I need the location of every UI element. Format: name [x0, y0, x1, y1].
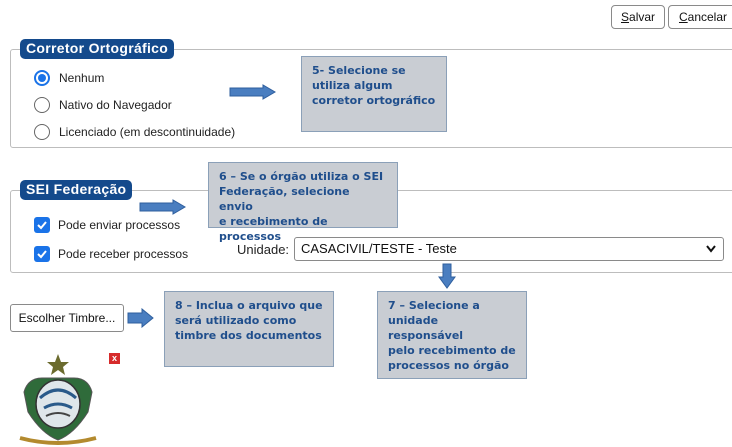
- note-line: unidade responsável: [388, 314, 464, 342]
- radio-option-browser[interactable]: [34, 95, 172, 115]
- note-line: 8 – Inclua o arquivo que: [175, 299, 323, 312]
- radio-label-licensed: Licenciado (em descontinuidade): [59, 125, 236, 139]
- checkbox-label-send: Pode enviar processos: [58, 218, 181, 232]
- note-line: será utilizado como: [175, 314, 297, 327]
- check-icon: [36, 248, 48, 260]
- checkbox-send-processes[interactable]: [34, 215, 180, 235]
- save-button[interactable]: Salvar: [611, 5, 665, 29]
- radio-label-none: Nenhum: [59, 71, 105, 85]
- radio-label-browser: Nativo do Navegador: [59, 98, 172, 112]
- arrow-down-icon: [438, 263, 456, 289]
- remove-letterhead-icon[interactable]: x: [109, 353, 120, 364]
- note-line: timbre dos documentos: [175, 329, 322, 342]
- note-line: e recebimento de processos: [219, 215, 328, 243]
- radio-option-licensed[interactable]: [34, 122, 235, 142]
- unit-select-value: CASACIVIL/TESTE - Teste: [301, 241, 457, 256]
- annotation-note-5: [301, 56, 447, 132]
- checkbox-checked[interactable]: [34, 246, 50, 262]
- chevron-down-icon: [705, 244, 717, 254]
- annotation-note-7: [377, 291, 527, 379]
- checkbox-label-receive: Pode receber processos: [58, 247, 189, 261]
- choose-letterhead-button[interactable]: Escolher Timbre...: [10, 304, 124, 332]
- checkbox-receive-processes[interactable]: [34, 244, 188, 264]
- spell-checker-legend: Corretor Ortográfico: [20, 39, 174, 59]
- radio-button[interactable]: [34, 124, 50, 140]
- radio-button-checked[interactable]: [34, 70, 50, 86]
- note-line: processos no órgão: [388, 359, 509, 372]
- arrow-right-icon: [139, 199, 187, 215]
- unit-label: Unidade:: [237, 242, 290, 257]
- note-line: utiliza algum: [312, 79, 393, 92]
- note-line: 5- Selecione se: [312, 64, 406, 77]
- letterhead-coat-of-arms-image: [14, 352, 104, 447]
- note-line: 7 – Selecione a: [388, 299, 480, 312]
- cancel-button[interactable]: Cancelar: [668, 5, 732, 29]
- annotation-note-6: [208, 162, 398, 243]
- note-line: corretor ortográfico: [312, 94, 436, 107]
- check-icon: [36, 219, 48, 231]
- radio-option-none[interactable]: [34, 68, 104, 88]
- note-line: pelo recebimento de: [388, 344, 516, 357]
- annotation-note-8: [164, 291, 334, 367]
- arrow-right-icon: [229, 84, 277, 100]
- radio-button[interactable]: [34, 97, 50, 113]
- arrow-right-icon: [127, 308, 155, 328]
- unit-select[interactable]: [294, 237, 724, 261]
- note-line: Federação, selecione envio: [219, 185, 350, 213]
- note-line: 6 – Se o órgão utiliza o SEI: [219, 170, 384, 183]
- sei-federation-legend: SEI Federação: [20, 180, 132, 200]
- checkbox-checked[interactable]: [34, 217, 50, 233]
